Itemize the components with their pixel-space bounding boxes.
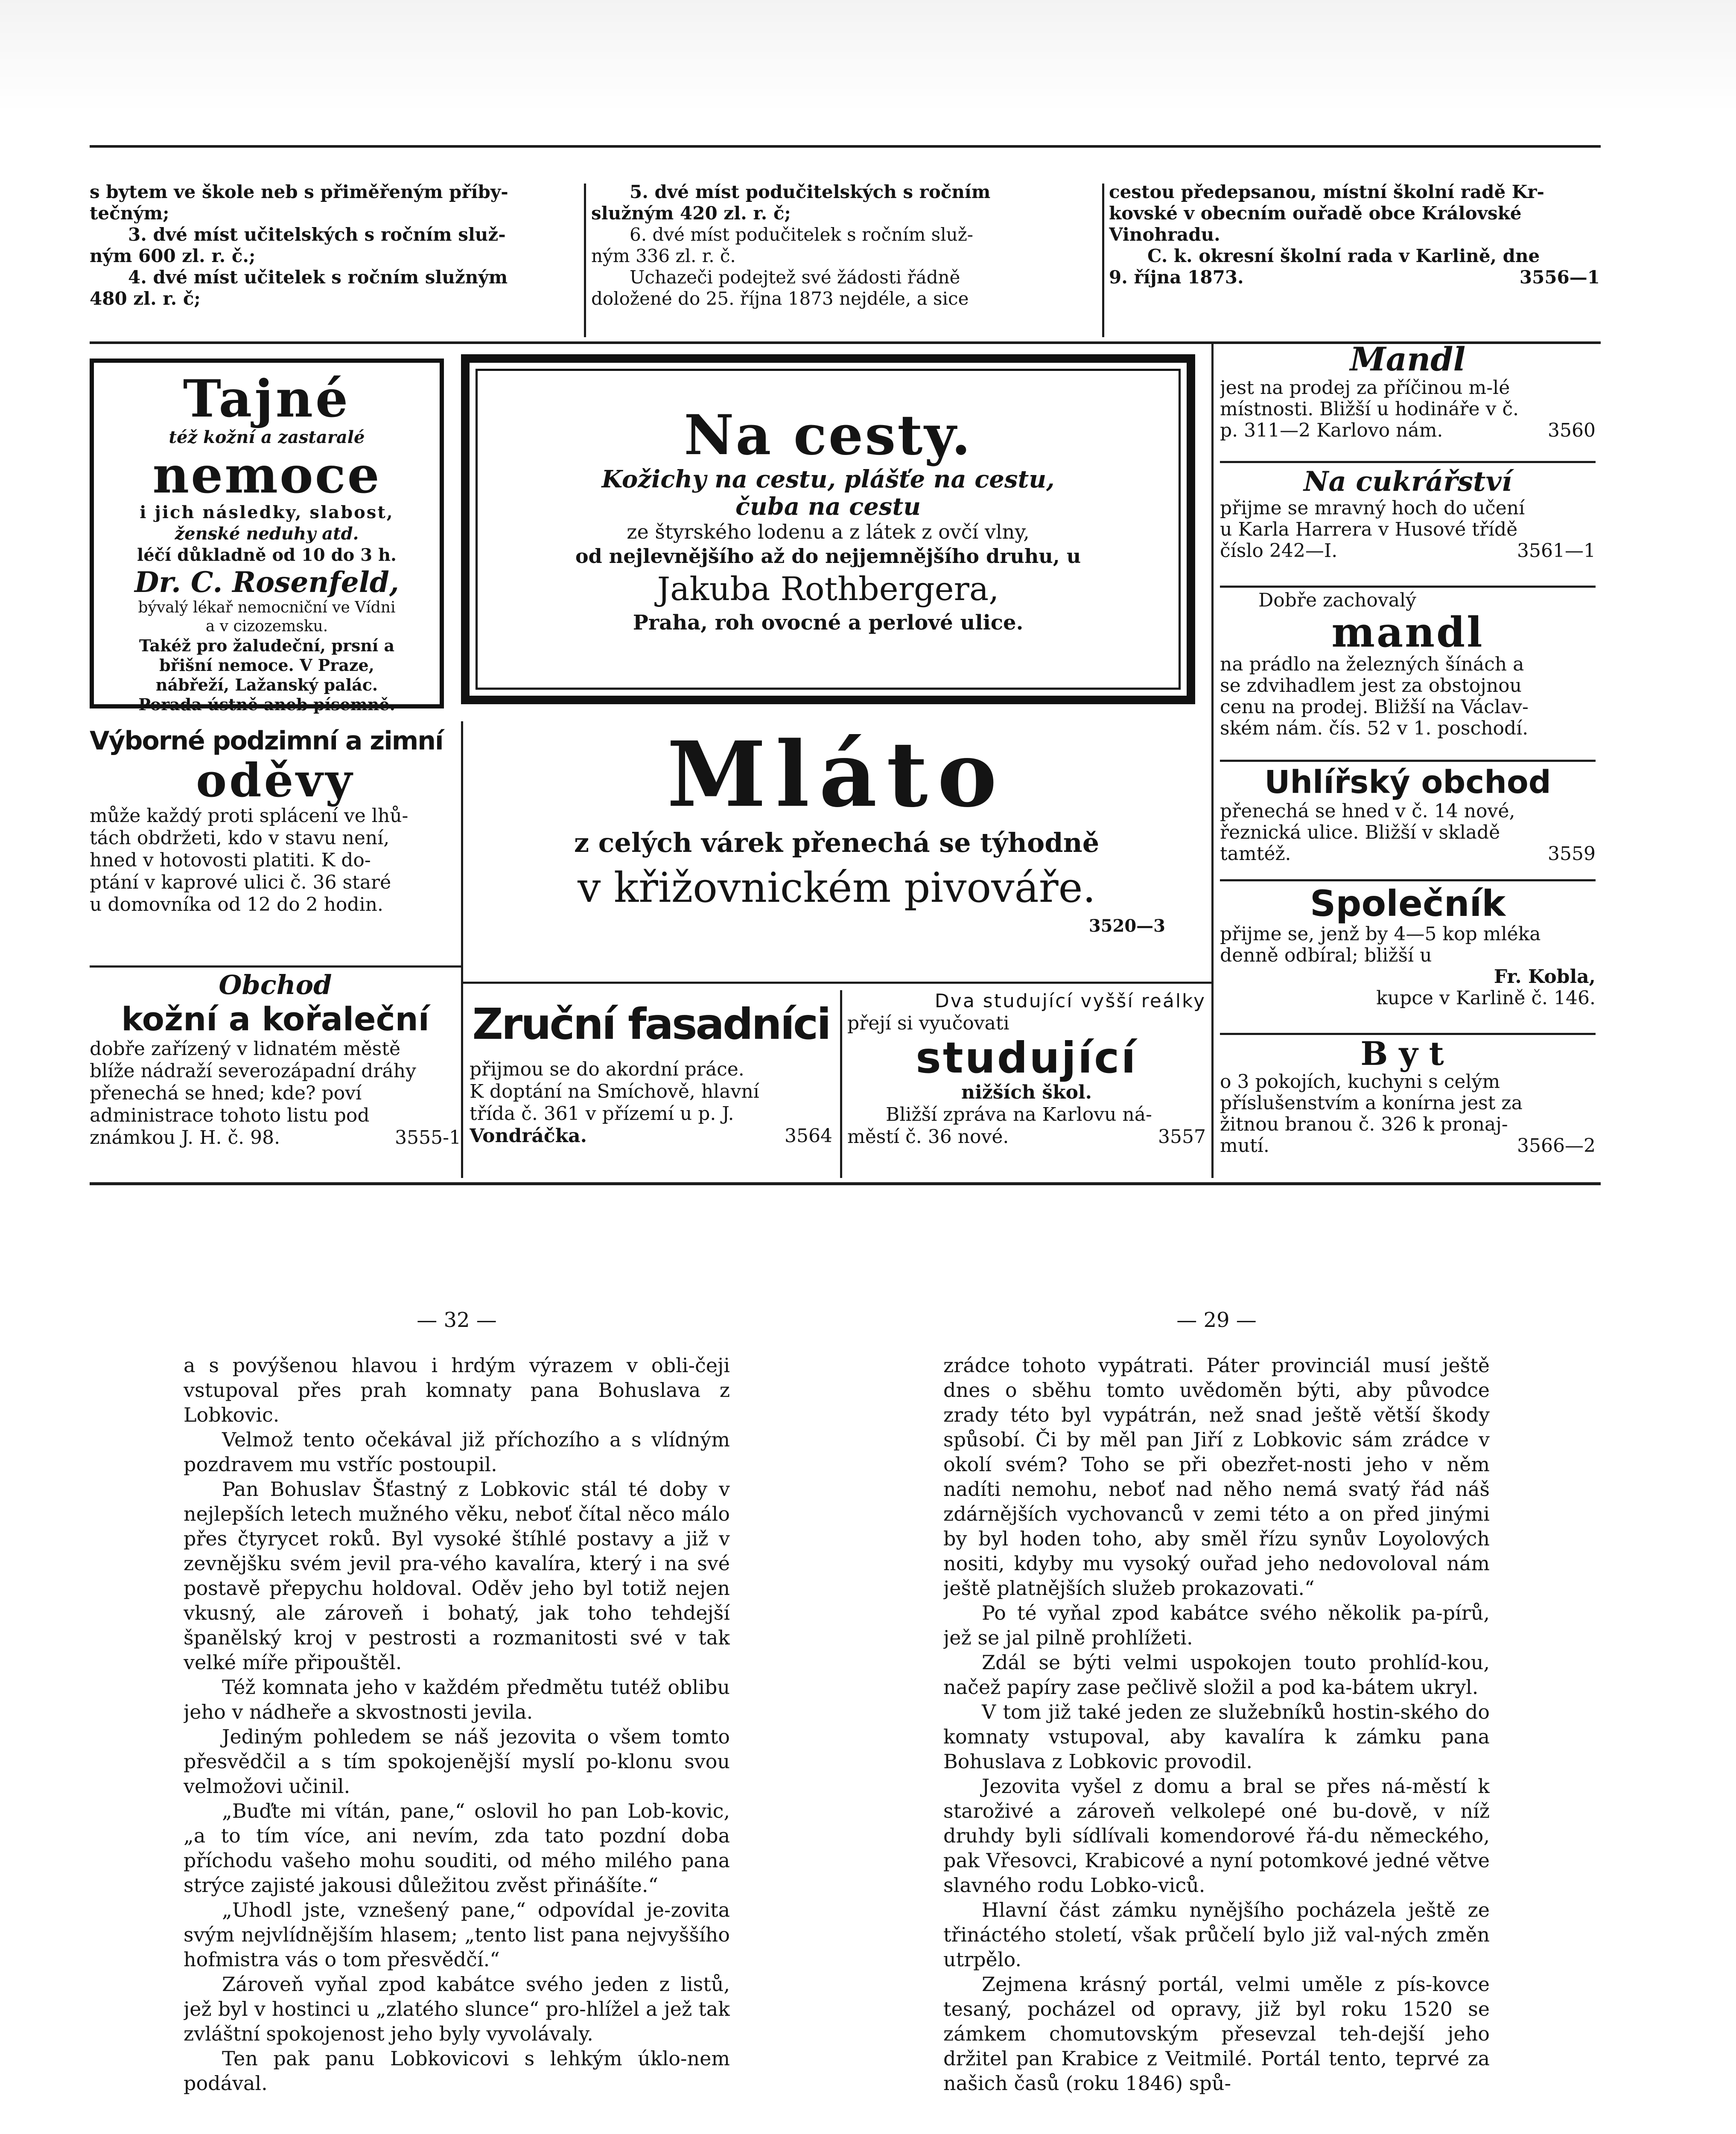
rule-right-1: [1220, 461, 1596, 463]
top-col-divider-1: [584, 184, 586, 337]
mlato-line-1: z celých várek přenechá se týhodně: [574, 827, 1100, 858]
tajne-desc-6: Porada ústně aneb písemně.: [138, 695, 395, 714]
fasadnici-title: Zruční fasadníci: [472, 999, 830, 1049]
ad-byt: Byt o 3 pokojích, kuchyni s celým příslušenstvím a konírna jest za žitnou branou č. 326 k pronaj- mutí. 3566—2: [1220, 1036, 1596, 1157]
top-ad-col-3: cestou předepsanou, místní školní radě Kr- kovské v obecním ouřadě obce Královské Vinohradu. C. k. okresní školní rada v Karlině, dne 9. října 1873. 3556—1: [1109, 181, 1600, 288]
tajne-line-3: léčí důkladně od 10 do 3 h.: [137, 545, 397, 565]
rule-center-1: [463, 982, 1212, 984]
uhlirsky-title: Uhlířský obchod: [1264, 764, 1551, 801]
spolecnik-title: Společník: [1310, 883, 1506, 924]
mandl-1-title: Mandl: [1350, 341, 1466, 378]
tajne-desc-2: a v cizozemsku.: [205, 618, 328, 635]
ad-tajne-nemoce: [90, 359, 444, 714]
na-cesty-line-2: od nejlevnějšího až do nejjemnějšího druhu, u: [575, 545, 1081, 568]
top-edge-rule: [90, 145, 1601, 148]
tajne-desc-5: nábřeží, Lažanský palác.: [155, 675, 378, 694]
ad-obchod: Obchod kožní a kořaleční dobře zařízený v lidnatém městě blíže nádraží severozápadní dráhy přenechá se hned; kde? poví administrace tohoto listu pod známkou J. H. č. 98. 3555-1: [90, 970, 461, 1149]
right-page-number: — 29 —: [1176, 1308, 1257, 1332]
mlato-line-2: v křižovnickém pivováře.: [578, 864, 1096, 912]
rule-right-2: [1220, 586, 1596, 588]
ads-bottom-rule: [90, 1182, 1601, 1185]
rule-right-3: [1220, 760, 1596, 762]
tajne-desc-3: Takéž pro žaludeční, prsní a: [139, 636, 395, 655]
na-cesty-sub-2: čuba na cestu: [735, 493, 921, 521]
cukrarstvi-title: Na cukrářství: [1303, 466, 1512, 498]
rule-right-4: [1220, 879, 1596, 881]
right-column-divider: [1211, 341, 1214, 1178]
rule-left-1: [90, 965, 461, 968]
obchod-head: Obchod: [219, 970, 332, 1000]
tajne-sub: též kožní a zastaralé: [169, 427, 365, 447]
tajne-desc-1: bývalý lékař nemocniční ve Vídni: [138, 599, 396, 616]
studujici-title: studující: [916, 1033, 1138, 1083]
tajne-line-1: i jich následky, slabost,: [140, 502, 394, 522]
tajne-title: Tajné: [183, 369, 351, 429]
left-page-number: — 32 —: [417, 1308, 497, 1332]
na-cesty-line-1: ze štyrského lodenu a z látek z ovčí vlny,: [627, 520, 1030, 543]
ad-uhlirsky-obchod: Uhlířský obchod přenechá se hned v č. 14 nové, řeznická ulice. Bližší v skladě tamtéž. 3559: [1220, 764, 1596, 865]
mlato-title: Mláto: [667, 726, 1007, 827]
ad-fasadnici: Zruční fasadníci přijmou se do akordní práce. K doptání na Smíchově, hlavní třída č. 361 v přízemí u p. J. Vondráčka. 3564: [470, 990, 832, 1147]
tajne-line-2: ženské neduhy atd.: [175, 524, 359, 544]
mandl-2-title: mandl: [1331, 608, 1484, 656]
na-cesty-address: Praha, roh ovocné a perlové ulice.: [633, 611, 1024, 635]
odevy-title: oděvy: [196, 754, 355, 808]
left-page-text: a s povýšenou hlavou i hrdým výrazem v obli-čeji vstupoval přes prah komnaty pana Bohuslava z Lobkovic. Velmož tento očekával již příchozího a s vlídným pozdravem mu vstříc postoupil. Pan Bohuslav Šťastný z Lobkovic stál té doby v nejlepších letech mužného věku, neboť čítal něco málo přes čtyrycet roků. Byl vysoké štíhlé postavy a již v zevnějšku svém jevil pra-vého kavalíra, který i na své postavě přepychu holdoval. Oděv jeho byl totiž nejen vkusný, ale zároveň i bohatý, jak toho tehdejší španělský kroj v pestrosti a rozmanitosti své v tak velké míře připouštěl. Též komnata jeho v každém předmětu tutéž oblibu jeho v nádheře a skvostnosti jevila. Jediným pohledem se náš jezovita o všem tomto přesvědčil a s tím spokojenější myslí po-klonu svou velmožovi učinil. „Buďte mi vítán, pane,“ oslovil ho pan Lob-kovic, „a to tím více, ani nevím, zda tato pozdní doba příchodu vašeho mohu souditi, od mého milého pana strýce zajisté jakousi důležitou zvěst přinášíte.“ „Uhodl jste, vznešený pane,“ odpovídal je-zovita svým nejvlídnějším hlasem; „tento list pana nejvyššího hofmistra vás o tom přesvědčí.“ Zároveň vyňal zpod kabátce svého jeden z listů, jež byl v hostinci u „zlatého slunce“ pro-hlížel a jež tak zvláštní spokojenost jeho byly vyvolávaly. Ten pak panu Lobkovicovi s lehkým úklo-nem podával.: [184, 1354, 730, 2095]
rule-right-5: [1220, 1033, 1596, 1035]
ad-mandl-1: Mandl jest na prodej za příčinou m-lé místnosti. Bližší u hodináře v č. p. 311—2 Karlovo nám. 3560: [1220, 341, 1596, 441]
tajne-title2: nemoce: [152, 445, 381, 504]
center-bottom-divider: [840, 990, 842, 1178]
ad-odevy: Výborné podzimní a zimní oděvy může každý proti splácení ve lhů- tách obdržeti, kdo v stavu není, hned v hotovosti platiti. K do- ptání v kaprové ulici č. 36 staré u domovníka od 12 do 2 hodin.: [90, 726, 461, 916]
byt-title: Byt: [1360, 1036, 1455, 1073]
na-cesty-name: Jakuba Rothbergera,: [657, 570, 999, 608]
top-ad-col-2: 5. dvé míst podučitelských s ročním služným 420 zl. r. č; 6. dvé míst podučitelek s ročním služ- ným 336 zl. r. č. Uchazeči podejtež své žádosti řádně doložené do 25. října 1873 nejdéle, a sice: [591, 181, 991, 309]
left-column-divider: [461, 721, 463, 1178]
tajne-doctor: Dr. C. Rosenfeld,: [134, 566, 399, 599]
ad-studujici: Dva studující vyšší reálky přejí si vyučovati studující nižších škol. Bližší zpráva na Karlovu ná- městí č. 36 nové. 3557: [847, 990, 1206, 1148]
ad-mandl-2: Dobře zachovalý mandl na prádlo na železných šínách a se zdvihadlem jest za obstojnou cenu na prodej. Bližší na Václav- ském nám. čís. 52 v 1. poschodí.: [1220, 590, 1596, 739]
na-cesty-sub-1: Kožichy na cestu, plášťe na cestu,: [601, 465, 1055, 493]
mlato-ref: 3520—3: [1088, 916, 1165, 936]
top-ad-col-1: s bytem ve škole neb s přiměřeným příby- tečným; 3. dvé míst učitelských s ročním služ- ným 600 zl. r. č.; 4. dvé míst učitelek s ročním služným 480 zl. r. č;: [90, 181, 508, 309]
ad-cukrarstvi: Na cukrářství přijme se mravný hoch do učení u Karla Harrera v Husové třídě číslo 242—I. 3561—1: [1220, 466, 1596, 562]
ad-na-cesty: [461, 354, 1195, 704]
top-col-divider-2: [1102, 184, 1104, 337]
ad-spolecnik: Společník přijme se, jenž by 4—5 kop mléka denně odbíral; bližší u Fr. Kobla, kupce v Karlině č. 146.: [1220, 883, 1596, 1009]
obchod-title: kožní a kořaleční: [121, 1000, 429, 1038]
ad-mlato: [470, 726, 1204, 973]
right-page-text: zrádce tohoto vypátrati. Páter provinciál musí ještě dnes o sběhu tomto uvědoměn býti, aby původce zrady této byl vypátrán, než snad ještě větší škody spůsobí. Či by měl pan Jiří z Lobkovic sám zrádce v okolí svém? Toho se při obezřet-nosti jeho v něm nadíti nemohu, neboť nad něho nemá svatý řád náš zdárnějších vychovanců v zemi této a on před jinými by byl hoden toho, aby směl řízu synův Loyolových nositi, kdyby mu vysoký ouřad jeho nedovoloval nám ještě platnějších služeb prokazovati.“ Po té vyňal zpod kabátce svého několik pa-pírů, jež se jal pilně prohlížeti. Zdál se býti velmi uspokojen touto prohlíd-kou, načež papíry zase pečlivě složil a pod ka-bátem ukryl. V tom již také jeden ze služebníků hostin-ského do komnaty vstupoval, aby kavalíra k zámku pana Bohuslava z Lobkovic provodil. Jezovita vyšel z domu a bral se přes ná-městí k staroživé a zároveň velkolepé oné bu-dově, v níž druhdy byli sídlívali komendorové řá-du německého, pak Vřesovci, Krabicové a nyní potomkové jedné větve slavného rodu Lobko-viců. Hlavní část zámku nynějšího pocházela ještě ze třináctého století, však průčelí bylo již val-ných změn utrpělo. Zejmena krásný portál, velmi uměle z pís-kovce tesaný, pocházel od opravy, již byl roku 1520 se zámkem chomutovským přesevzal teh-dejší jeho držitel pan Krabice z Veitmilé. Portál tento, teprvé za našich časů (roku 1846) spů-: [943, 1354, 1490, 2095]
na-cesty-title: Na cesty.: [684, 403, 972, 467]
tajne-desc-4: břišní nemoce. V Praze,: [159, 656, 374, 675]
odevy-head: Výborné podzimní a zimní: [90, 726, 443, 756]
